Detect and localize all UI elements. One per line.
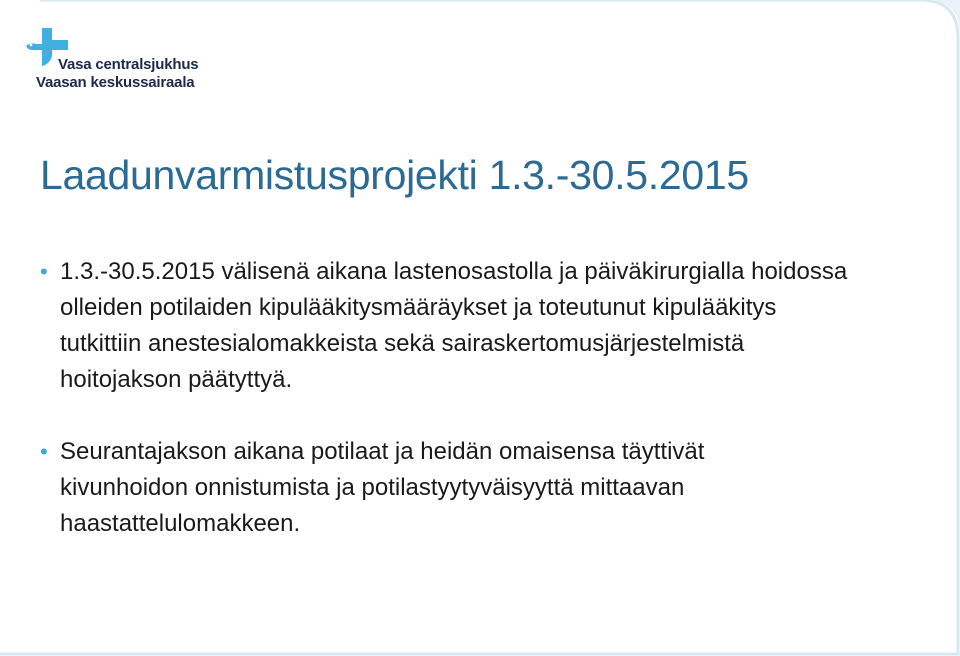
bullet-text: Seurantajakson aikana potilaat ja heidän omaisensa täyttivät kivunhoidon onnistumista ja potilastyytyväisyyttä mittaavan haastattelulomakkeen.: [60, 438, 705, 537]
hospital-logo: [24, 26, 224, 96]
bullet-marker-icon: •: [40, 259, 48, 284]
logo-text-swedish: Vasa centralsjukhus: [58, 56, 199, 73]
bullet-item: [40, 254, 860, 398]
logo-text-finnish: Vaasan keskussairaala: [36, 74, 195, 91]
bullet-marker-icon: •: [40, 439, 48, 464]
slide-title: Laadunvarmistusprojekti 1.3.-30.5.2015: [40, 152, 749, 198]
bullet-item: [40, 434, 830, 542]
bullet-text: 1.3.-30.5.2015 välisenä aikana lastenosastolla ja päiväkirurgialla hoidossa olleiden potilaiden kipulääkitysmääräykset ja toteutunut kipulääkitys tutkittiin anestesialomakkeista sekä sairaskertomusjärjestelmistä hoitojakson päätyttyä.: [60, 258, 848, 393]
bullet-list: [40, 254, 920, 542]
